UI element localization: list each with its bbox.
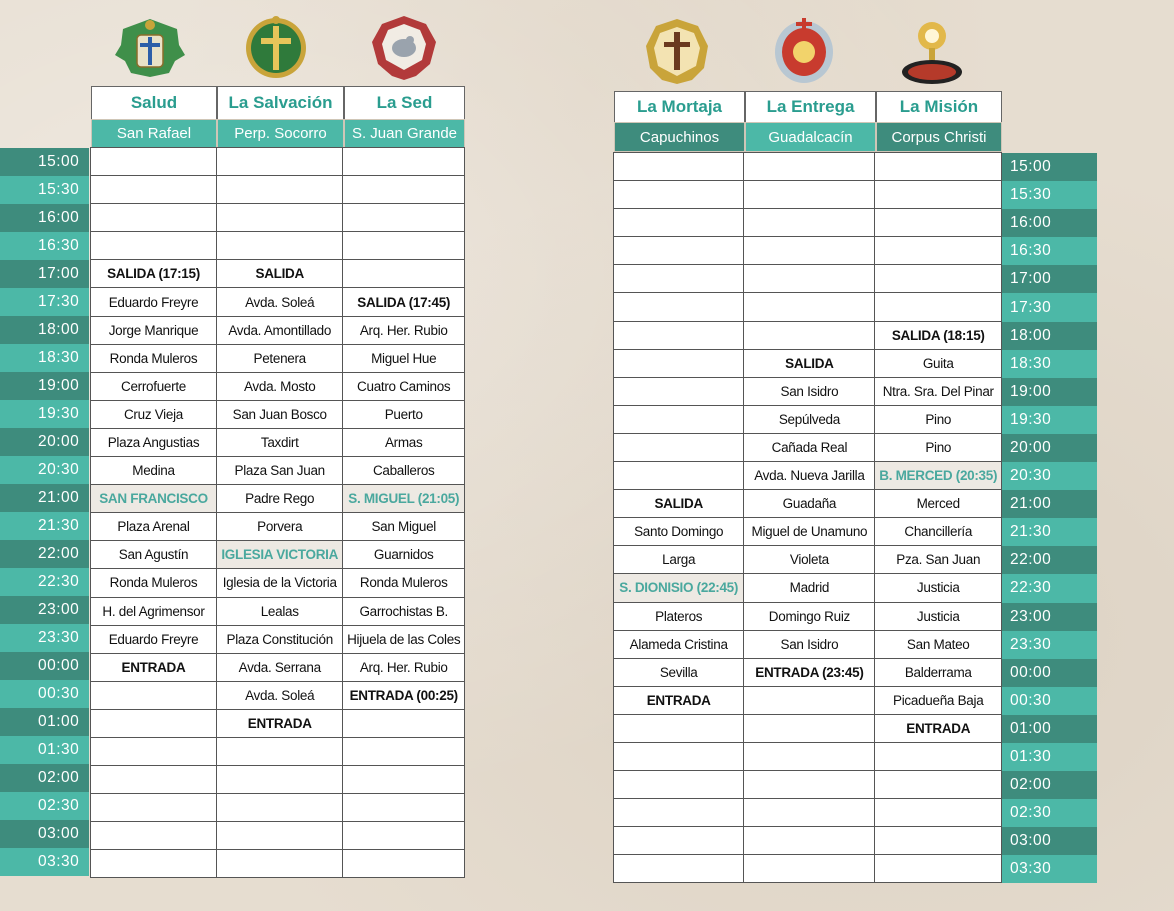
time-slot: 18:30 (0, 344, 89, 372)
route-cell (614, 462, 744, 490)
time-slot: 19:30 (1002, 406, 1097, 434)
route-cell: IGLESIA VICTORIA (216, 541, 342, 569)
green-cross-emblem-icon (243, 14, 309, 80)
route-cell (744, 771, 875, 799)
time-slot: 02:00 (0, 764, 89, 792)
route-cell (614, 855, 744, 883)
table-row (614, 209, 1002, 237)
table-row (91, 457, 465, 485)
route-cell (91, 766, 217, 794)
table-row (614, 771, 1002, 799)
route-cell: Chancillería (875, 518, 1002, 546)
time-slot: 02:30 (1002, 799, 1097, 827)
route-cell (744, 742, 875, 770)
route-cell: Ronda Muleros (91, 344, 217, 372)
route-cell (614, 433, 744, 461)
route-cell: San Agustín (91, 541, 217, 569)
time-slot: 23:00 (0, 596, 89, 624)
route-cell (875, 771, 1002, 799)
route-cell: ENTRADA (91, 653, 217, 681)
table-row (614, 293, 1002, 321)
route-cell (875, 827, 1002, 855)
route-cell: Garrochistas B. (343, 597, 465, 625)
route-cell (91, 176, 217, 204)
time-slot: 19:00 (1002, 378, 1097, 406)
table-row (614, 462, 1002, 490)
column-name: La Misión (876, 91, 1002, 122)
route-cell (744, 153, 875, 181)
route-cell (91, 794, 217, 822)
route-cell (216, 204, 342, 232)
route-cell: Avda. Soleá (216, 288, 342, 316)
monstrance-emblem-icon (897, 14, 967, 86)
route-cell (875, 265, 1002, 293)
route-cell: Arq. Her. Rubio (343, 316, 465, 344)
route-cell: B. MERCED (20:35) (875, 462, 1002, 490)
route-cell (875, 209, 1002, 237)
table-row (91, 541, 465, 569)
route-cell (91, 709, 217, 737)
route-cell (343, 709, 465, 737)
route-cell: Plateros (614, 602, 744, 630)
route-cell: Avda. Nueva Jarilla (744, 462, 875, 490)
column-place: Perp. Socorro (217, 119, 344, 148)
route-cell (875, 153, 1002, 181)
route-cell (614, 237, 744, 265)
crest-la-mision (896, 14, 968, 86)
table-row (614, 574, 1002, 602)
left-schedule-table (90, 147, 465, 878)
table-row (614, 602, 1002, 630)
table-row (91, 794, 465, 822)
table-row (91, 148, 465, 176)
time-slot: 15:30 (0, 176, 89, 204)
route-cell: Eduardo Freyre (91, 625, 217, 653)
crest-la-salvacion (240, 14, 312, 80)
route-cell: ENTRADA (614, 686, 744, 714)
time-slot: 15:00 (1002, 153, 1097, 181)
table-row (614, 265, 1002, 293)
route-cell: San Isidro (744, 630, 875, 658)
time-slot: 03:30 (1002, 855, 1097, 883)
time-slot: 00:30 (0, 680, 89, 708)
time-slot: 00:00 (1002, 659, 1097, 687)
route-cell (216, 176, 342, 204)
table-row (614, 686, 1002, 714)
time-slot: 19:30 (0, 400, 89, 428)
time-slot: 22:30 (1002, 574, 1097, 602)
time-slot: 22:30 (0, 568, 89, 596)
table-row (614, 405, 1002, 433)
route-cell: Padre Rego (216, 485, 342, 513)
table-row (91, 653, 465, 681)
route-cell: Larga (614, 546, 744, 574)
route-cell: San Mateo (875, 630, 1002, 658)
route-cell (343, 794, 465, 822)
table-row (614, 433, 1002, 461)
route-cell (614, 799, 744, 827)
time-slot: 01:00 (0, 708, 89, 736)
table-row (91, 288, 465, 316)
table-row (614, 714, 1002, 742)
route-cell (614, 377, 744, 405)
time-slot: 01:00 (1002, 715, 1097, 743)
table-row (91, 681, 465, 709)
route-cell (875, 293, 1002, 321)
route-cell: Madrid (744, 574, 875, 602)
route-cell: SALIDA (614, 490, 744, 518)
route-cell: Justicia (875, 574, 1002, 602)
route-cell: Medina (91, 457, 217, 485)
route-cell: S. DIONISIO (22:45) (614, 574, 744, 602)
route-cell (216, 850, 342, 878)
column-name: La Mortaja (614, 91, 745, 122)
route-cell (875, 181, 1002, 209)
route-cell (744, 714, 875, 742)
column-place: San Rafael (91, 119, 217, 148)
route-cell: H. del Agrimensor (91, 597, 217, 625)
route-cell: Hijuela de las Coles (343, 625, 465, 653)
time-slot: 18:30 (1002, 350, 1097, 378)
route-cell (216, 148, 342, 176)
route-cell: Jorge Manrique (91, 316, 217, 344)
table-row (91, 625, 465, 653)
route-cell (875, 237, 1002, 265)
time-slot: 17:30 (1002, 293, 1097, 321)
route-cell: San Isidro (744, 377, 875, 405)
time-slot: 03:30 (0, 848, 89, 876)
table-row (91, 513, 465, 541)
route-cell (91, 232, 217, 260)
route-cell (614, 742, 744, 770)
route-cell (614, 209, 744, 237)
time-slot: 20:30 (0, 456, 89, 484)
route-cell: Porvera (216, 513, 342, 541)
route-cell (744, 321, 875, 349)
route-cell: Balderrama (875, 658, 1002, 686)
route-cell (614, 405, 744, 433)
route-cell: Avda. Amontillado (216, 316, 342, 344)
crest-salud (108, 14, 192, 80)
route-cell: Eduardo Freyre (91, 288, 217, 316)
route-cell: Justicia (875, 602, 1002, 630)
time-slot: 18:00 (0, 316, 89, 344)
table-row (91, 766, 465, 794)
route-cell (614, 771, 744, 799)
route-cell: San Miguel (343, 513, 465, 541)
route-cell: Caballeros (343, 457, 465, 485)
time-slot: 22:00 (0, 540, 89, 568)
route-cell (614, 827, 744, 855)
time-slot: 20:00 (0, 428, 89, 456)
route-cell: SALIDA (17:45) (343, 288, 465, 316)
route-cell (91, 148, 217, 176)
route-cell (744, 827, 875, 855)
route-cell: SALIDA (744, 349, 875, 377)
route-cell: ENTRADA (00:25) (343, 681, 465, 709)
time-slot: 21:00 (0, 484, 89, 512)
route-cell (343, 204, 465, 232)
crest-la-mortaja (640, 16, 714, 86)
table-row (614, 855, 1002, 883)
time-slot: 20:30 (1002, 462, 1097, 490)
table-row (91, 260, 465, 288)
column-place: Corpus Christi (876, 122, 1002, 152)
route-cell (216, 737, 342, 765)
route-cell (91, 681, 217, 709)
route-cell (875, 799, 1002, 827)
table-row (91, 176, 465, 204)
route-cell (91, 737, 217, 765)
left-time-column (0, 148, 89, 876)
route-cell: Avda. Serrana (216, 653, 342, 681)
table-row (614, 742, 1002, 770)
route-cell: Armas (343, 428, 465, 456)
route-cell (91, 850, 217, 878)
route-cell: Guadaña (744, 490, 875, 518)
table-row (614, 630, 1002, 658)
column-name: La Sed (344, 86, 465, 119)
route-cell: Ntra. Sra. Del Pinar (875, 377, 1002, 405)
time-slot: 16:00 (0, 204, 89, 232)
route-cell (614, 293, 744, 321)
route-cell: Ronda Muleros (91, 569, 217, 597)
table-row (614, 237, 1002, 265)
route-cell (216, 232, 342, 260)
table-row (91, 232, 465, 260)
table-row (614, 490, 1002, 518)
route-cell: Sevilla (614, 658, 744, 686)
route-cell (614, 153, 744, 181)
time-slot: 21:30 (1002, 518, 1097, 546)
column-name: La Entrega (745, 91, 876, 122)
bishop-coat-of-arms-icon (111, 15, 189, 79)
time-slot: 00:30 (1002, 687, 1097, 715)
time-slot: 00:00 (0, 652, 89, 680)
route-cell (614, 181, 744, 209)
route-cell (343, 850, 465, 878)
route-cell (614, 349, 744, 377)
route-cell: ENTRADA (216, 709, 342, 737)
time-slot: 16:30 (0, 232, 89, 260)
column-name: La Salvación (217, 86, 344, 119)
route-cell (614, 714, 744, 742)
route-cell (216, 794, 342, 822)
route-cell (614, 321, 744, 349)
table-row (614, 799, 1002, 827)
table-row (614, 153, 1002, 181)
route-cell (343, 232, 465, 260)
table-row (614, 349, 1002, 377)
left-header-names (91, 86, 465, 119)
route-cell (343, 260, 465, 288)
table-row (91, 822, 465, 850)
time-slot: 02:30 (0, 792, 89, 820)
time-slot: 23:30 (1002, 631, 1097, 659)
time-slot: 23:30 (0, 624, 89, 652)
route-cell: San Juan Bosco (216, 400, 342, 428)
route-cell: Iglesia de la Victoria (216, 569, 342, 597)
time-slot: 03:00 (0, 820, 89, 848)
route-cell: ENTRADA (875, 714, 1002, 742)
table-row (91, 372, 465, 400)
route-cell (744, 799, 875, 827)
table-row (614, 181, 1002, 209)
route-cell (91, 822, 217, 850)
table-row (91, 597, 465, 625)
table-row (91, 344, 465, 372)
route-cell (744, 265, 875, 293)
right-header-places (614, 122, 1002, 152)
route-cell: Violeta (744, 546, 875, 574)
time-slot: 19:00 (0, 372, 89, 400)
crest-la-entrega (770, 14, 838, 86)
table-row (91, 204, 465, 232)
route-cell: Picadueña Baja (875, 686, 1002, 714)
route-cell (216, 822, 342, 850)
table-row (91, 400, 465, 428)
route-cell: Plaza Constitución (216, 625, 342, 653)
time-slot: 16:30 (1002, 237, 1097, 265)
route-cell: Cerrofuerte (91, 372, 217, 400)
time-slot: 17:30 (0, 288, 89, 316)
left-header-places (91, 119, 465, 148)
column-name: Salud (91, 86, 217, 119)
route-cell: Plaza Arenal (91, 513, 217, 541)
table-row (91, 428, 465, 456)
route-cell: Cañada Real (744, 433, 875, 461)
route-cell: Miguel Hue (343, 344, 465, 372)
route-cell: SALIDA (18:15) (875, 321, 1002, 349)
route-cell (343, 822, 465, 850)
right-time-column (1002, 153, 1097, 883)
route-cell: SAN FRANCISCO (91, 485, 217, 513)
time-slot: 22:00 (1002, 546, 1097, 574)
route-cell (216, 766, 342, 794)
route-cell: Avda. Soleá (216, 681, 342, 709)
time-slot: 20:00 (1002, 434, 1097, 462)
route-cell: Miguel de Unamuno (744, 518, 875, 546)
route-cell: Pino (875, 405, 1002, 433)
route-cell: Lealas (216, 597, 342, 625)
route-cell: Guita (875, 349, 1002, 377)
route-cell (343, 766, 465, 794)
table-row (91, 850, 465, 878)
table-row (614, 321, 1002, 349)
table-row (614, 518, 1002, 546)
route-cell: Santo Domingo (614, 518, 744, 546)
route-cell: SALIDA (216, 260, 342, 288)
route-cell (744, 855, 875, 883)
route-cell: SALIDA (17:15) (91, 260, 217, 288)
time-slot: 18:00 (1002, 322, 1097, 350)
route-cell: Domingo Ruiz (744, 602, 875, 630)
route-cell (91, 204, 217, 232)
table-row (91, 737, 465, 765)
route-cell (343, 737, 465, 765)
route-cell (744, 293, 875, 321)
right-header-names (614, 91, 1002, 122)
route-cell: Cuatro Caminos (343, 372, 465, 400)
crest-la-sed (364, 12, 444, 82)
route-cell: Plaza San Juan (216, 457, 342, 485)
table-row (614, 546, 1002, 574)
route-cell (744, 237, 875, 265)
route-cell: Guarnidos (343, 541, 465, 569)
right-schedule-table (613, 152, 1002, 883)
route-cell: Plaza Angustias (91, 428, 217, 456)
route-cell (343, 148, 465, 176)
table-row (614, 377, 1002, 405)
table-row (91, 569, 465, 597)
time-slot: 21:30 (0, 512, 89, 540)
route-cell: Ronda Muleros (343, 569, 465, 597)
route-cell: S. MIGUEL (21:05) (343, 485, 465, 513)
ihs-medallion-icon (772, 14, 836, 86)
route-cell (875, 855, 1002, 883)
route-cell: ENTRADA (23:45) (744, 658, 875, 686)
time-slot: 16:00 (1002, 209, 1097, 237)
route-cell (343, 176, 465, 204)
route-cell: Avda. Mosto (216, 372, 342, 400)
column-place: Capuchinos (614, 122, 745, 152)
time-slot: 01:30 (1002, 743, 1097, 771)
time-slot: 03:00 (1002, 827, 1097, 855)
table-row (91, 316, 465, 344)
route-cell: Cruz Vieja (91, 400, 217, 428)
time-slot: 17:00 (1002, 265, 1097, 293)
route-cell: Taxdirt (216, 428, 342, 456)
time-slot: 21:00 (1002, 490, 1097, 518)
column-place: S. Juan Grande (344, 119, 465, 148)
route-cell (744, 181, 875, 209)
time-slot: 17:00 (0, 260, 89, 288)
route-cell: Puerto (343, 400, 465, 428)
time-slot: 02:00 (1002, 771, 1097, 799)
route-cell: Sepúlveda (744, 405, 875, 433)
time-slot: 01:30 (0, 736, 89, 764)
route-cell: Alameda Cristina (614, 630, 744, 658)
table-row (91, 709, 465, 737)
route-cell: Petenera (216, 344, 342, 372)
table-row (614, 658, 1002, 686)
pelican-crest-icon (366, 12, 442, 82)
time-slot: 15:30 (1002, 181, 1097, 209)
route-cell (614, 265, 744, 293)
route-cell (744, 686, 875, 714)
table-row (614, 827, 1002, 855)
route-cell: Pino (875, 433, 1002, 461)
route-cell (744, 209, 875, 237)
route-cell: Arq. Her. Rubio (343, 653, 465, 681)
route-cell: Merced (875, 490, 1002, 518)
time-slot: 23:00 (1002, 603, 1097, 631)
table-row (91, 485, 465, 513)
column-place: Guadalcacín (745, 122, 876, 152)
time-slot: 15:00 (0, 148, 89, 176)
golden-cross-medallion-icon (642, 16, 712, 86)
route-cell (875, 742, 1002, 770)
route-cell: Pza. San Juan (875, 546, 1002, 574)
